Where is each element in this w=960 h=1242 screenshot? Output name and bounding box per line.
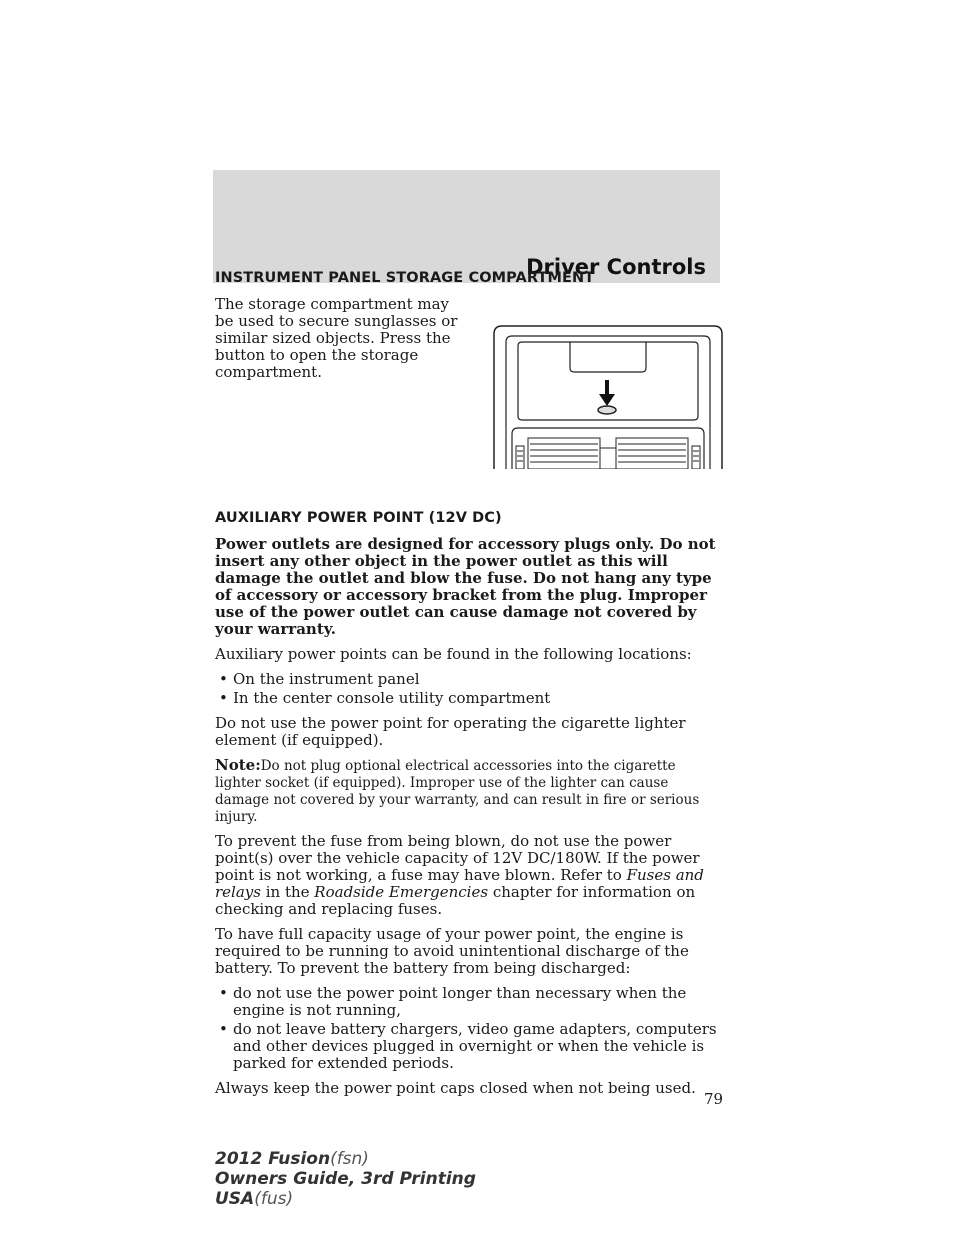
locations-list <box>215 671 721 707</box>
closing-paragraph: Always keep the power point caps closed when not being used. <box>215 1079 696 1097</box>
page-content <box>215 270 721 1105</box>
chapter-reference: Roadside Emergencies <box>314 883 489 901</box>
lighter-paragraph: Do not use the power point for operating the cigarette lighter element (if equipped). <box>215 714 686 749</box>
page-number: 79 <box>704 1090 724 1108</box>
section-heading-power-point: AUXILIARY POWER POINT (12V DC) <box>215 510 502 526</box>
list-item: • On the instrument panel <box>215 671 721 688</box>
footer-market-code: (fus) <box>254 1189 294 1209</box>
footer-edition: Owners Guide, 3rd Printing <box>215 1169 476 1189</box>
list-item: • In the center console utility compartment <box>215 690 721 707</box>
note-paragraph <box>215 757 721 825</box>
fuse-text-b: in the <box>260 883 315 901</box>
list-item: • do not leave battery chargers, video game adapters, computers and other devices plugged in overnight or when the vehicle is parked for extended periods. <box>215 1021 721 1072</box>
power-outlet-warning: Power outlets are designed for accessory plugs only. Do not insert any other object in the power outlet as this will damage the outlet and blow the fuse. Do not hang any type of accessory or accessory bracket from the plug. Improper use of the power outlet can cause damage not covered by your warranty. <box>215 535 716 638</box>
locations-intro: Auxiliary power points can be found in the following locations: <box>215 645 692 663</box>
section-heading-storage: INSTRUMENT PANEL STORAGE COMPARTMENT <box>215 270 595 286</box>
note-label: Note: <box>215 756 261 774</box>
note-text: Do not plug optional electrical accessories into the cigarette lighter socket (if equipped). Improper use of the lighter can cause damage not covered by your warranty, and can result in fire or serious injury. <box>215 758 700 825</box>
discharge-list <box>215 985 721 1072</box>
header-band <box>213 170 720 283</box>
footer-model-code: (fsn) <box>330 1149 369 1169</box>
footer-model: 2012 Fusion <box>215 1149 331 1169</box>
storage-compartment-illustration <box>492 324 724 469</box>
document-footer <box>215 1149 476 1209</box>
fuse-text-a: To prevent the fuse from being blown, do not use the power point(s) over the vehicle capacity of 12V DC/180W. If the power point is not working, a fuse may have blown. Refer to <box>215 832 700 884</box>
fuse-paragraph <box>215 833 721 918</box>
chapter-title: Driver Controls <box>526 255 706 279</box>
footer-market: USA <box>215 1189 255 1209</box>
fuse-reference: Fuses and relays <box>215 866 704 901</box>
list-item: • do not use the power point longer than necessary when the engine is not running, <box>215 985 721 1019</box>
capacity-paragraph: To have full capacity usage of your power point, the engine is required to be running to avoid unintentional discharge of the battery. To prevent the battery from being discharged: <box>215 925 689 977</box>
storage-section <box>215 296 721 466</box>
storage-intro: The storage compartment may be used to secure sunglasses or similar sized objects. Press the button to open the storage compartment. <box>215 295 458 381</box>
fuse-text-c: chapter for information on checking and replacing fuses. <box>215 883 696 918</box>
